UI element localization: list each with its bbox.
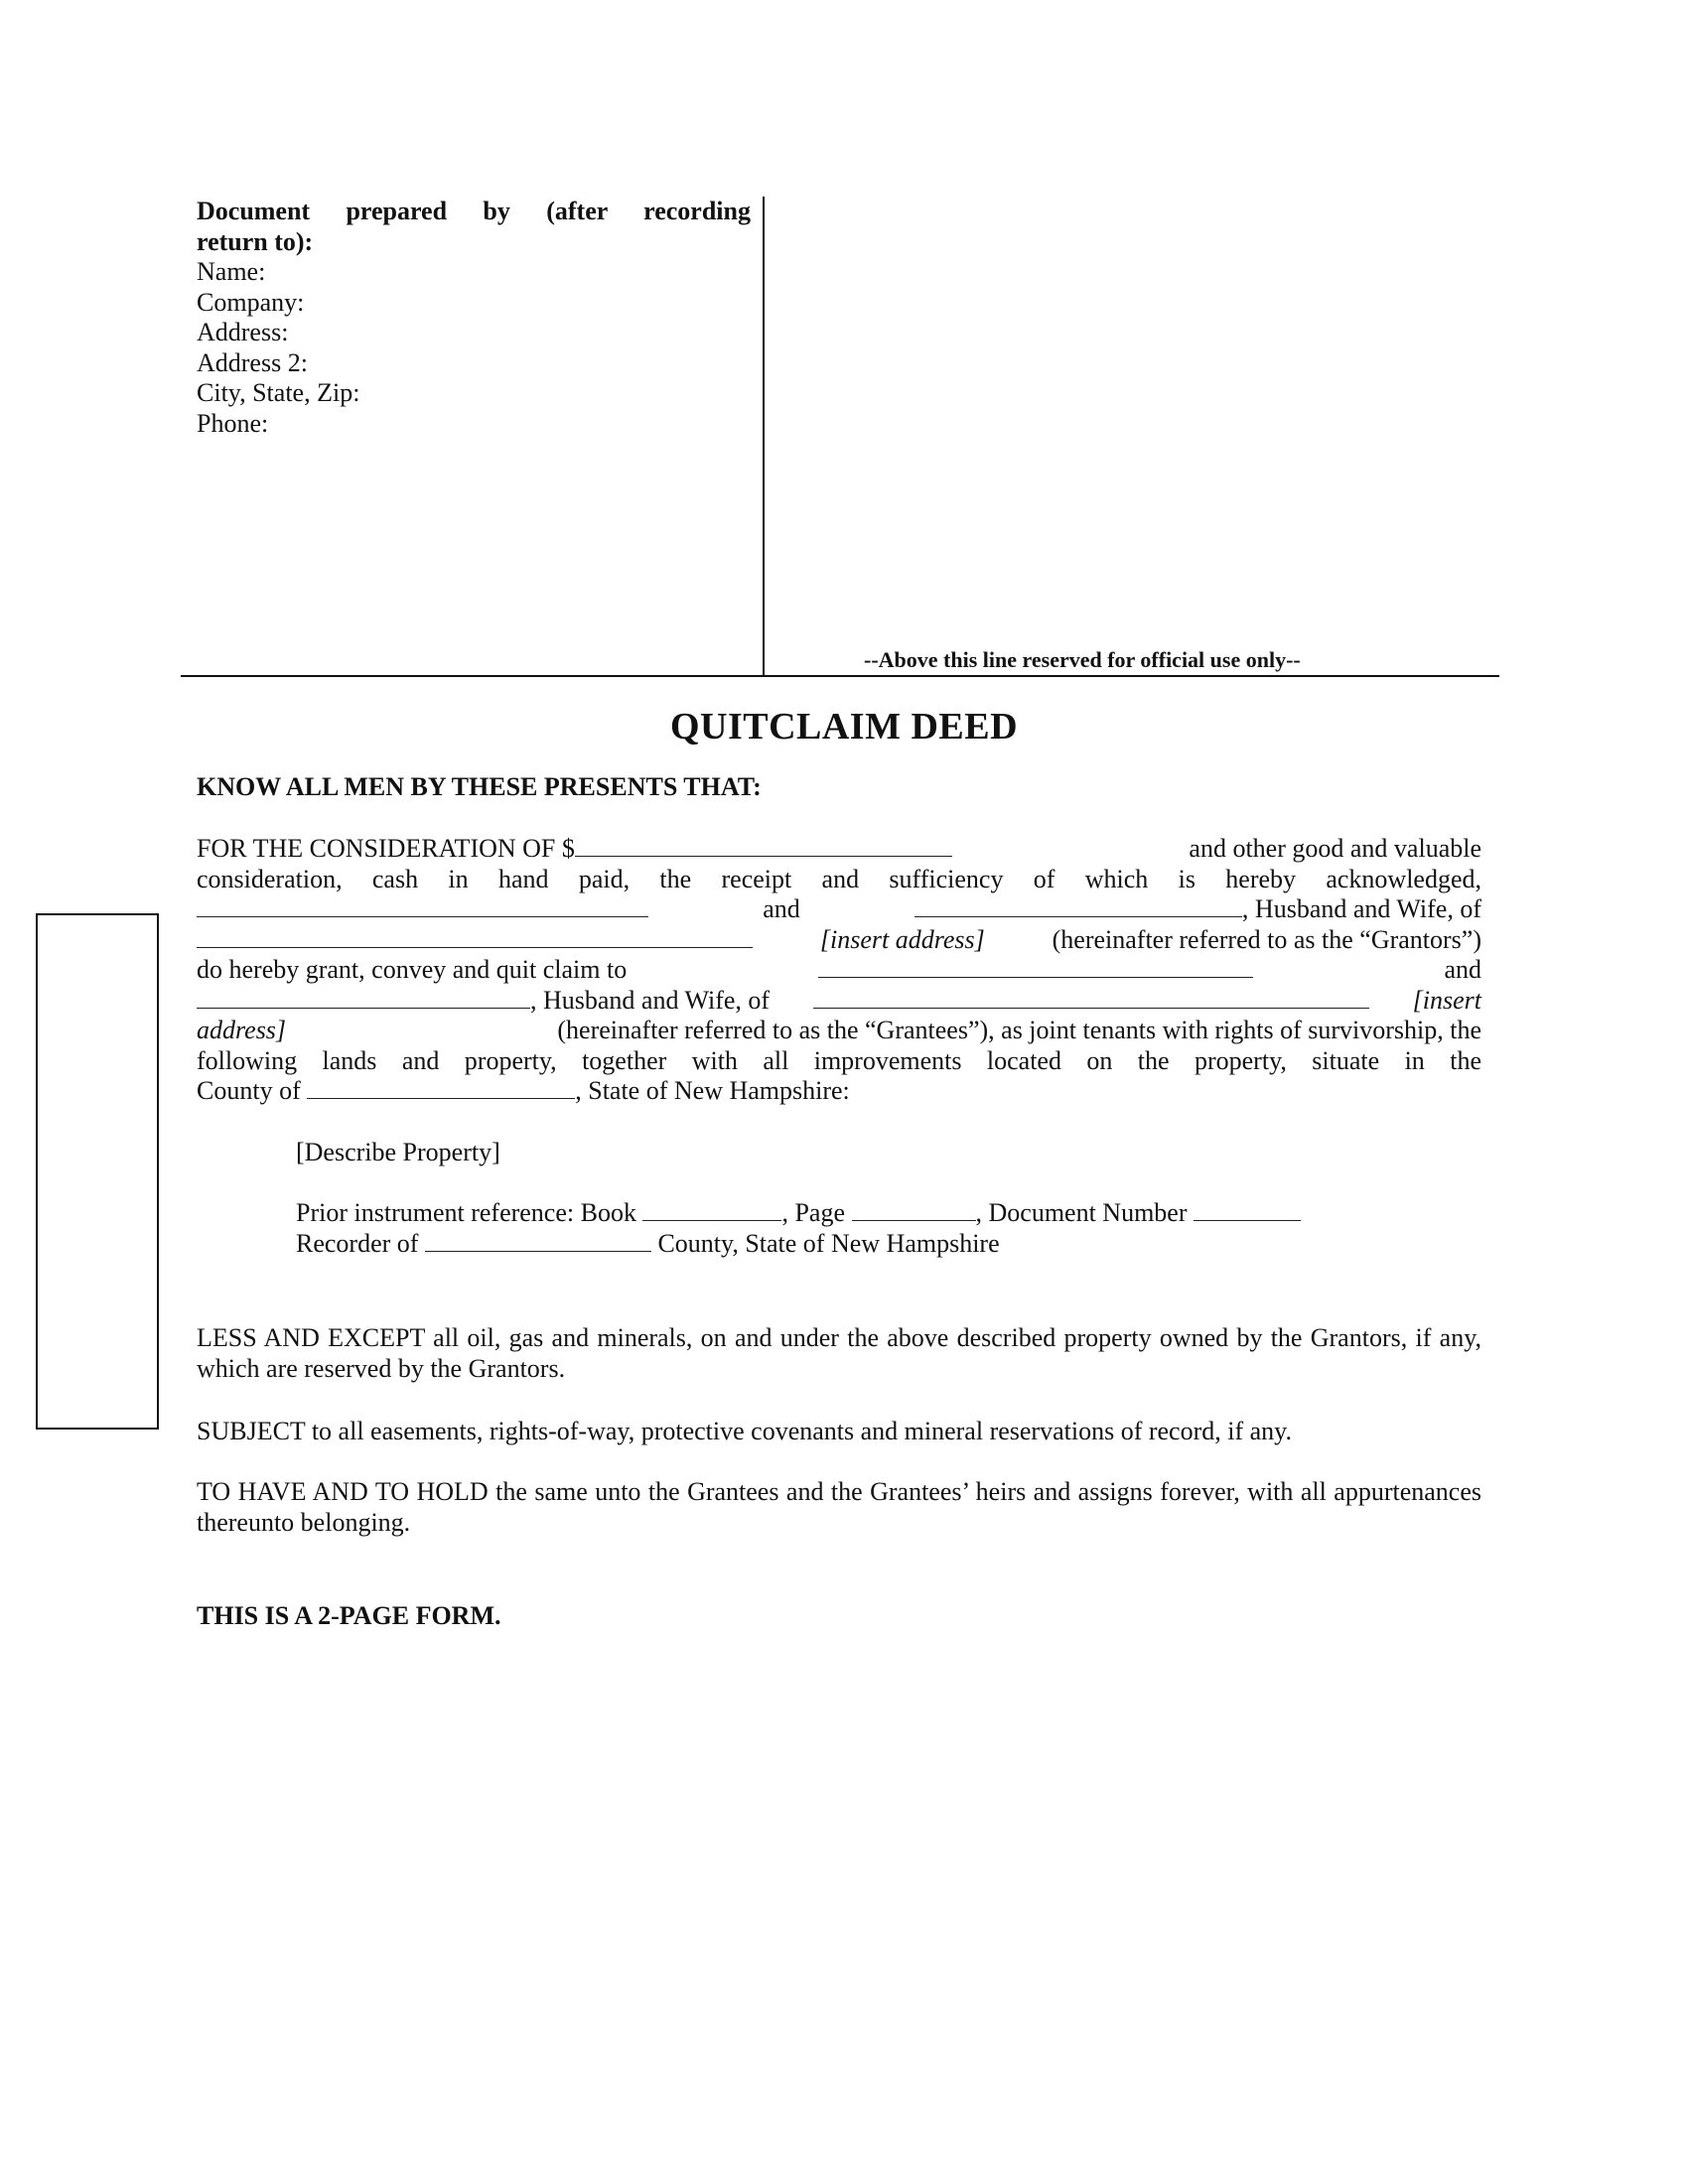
document-title: QUITCLAIM DEED <box>669 706 1019 748</box>
consideration-line-4: [insert address] (hereinafter referred to as the “Grantors”) <box>197 925 1481 956</box>
consideration-paragraph <box>197 834 1481 1107</box>
preparer-heading-continued: return to): <box>197 226 314 256</box>
book-blank[interactable] <box>642 1198 781 1221</box>
prior-instrument-reference <box>296 1198 1301 1259</box>
preparer-block <box>197 197 751 439</box>
consideration-line-3: and , Husband and Wife, of <box>197 894 1481 925</box>
grantee-2-name-blank[interactable] <box>197 986 530 1009</box>
know-all-men-heading: KNOW ALL MEN BY THESE PRESENTS THAT: <box>197 772 762 801</box>
consideration-line-9: County of , State of New Hampshire: <box>197 1076 850 1105</box>
consideration-amount-blank[interactable] <box>575 834 952 857</box>
grantors-address-blank[interactable] <box>197 925 753 948</box>
margin-box <box>36 913 159 1430</box>
to-have-and-to-hold-paragraph: TO HAVE AND TO HOLD the same unto the Grantees and the Grantees’ heirs and assigns forever, with all appurtenances thereunto belonging. <box>197 1477 1481 1537</box>
reserved-note: --Above this line reserved for official use only-- <box>864 647 1301 672</box>
document-number-blank[interactable] <box>1194 1198 1301 1221</box>
preparer-heading: Document prepared by (after recording <box>197 197 751 225</box>
preparer-field-name: Name: <box>197 257 266 286</box>
preparer-field-address-2: Address 2: <box>197 347 308 377</box>
grantees-address-blank[interactable] <box>813 986 1369 1009</box>
consideration-line-7: address] (hereinafter referred to as the “Grantees”), as joint tenants with rights of survivorship, the <box>197 1016 1481 1044</box>
consideration-line-2: consideration, cash in hand paid, the receipt and sufficiency of which is hereby acknowledged, <box>197 864 1481 893</box>
less-and-except-paragraph: LESS AND EXCEPT all oil, gas and minerals, on and under the above described property owned by the Grantors, if any, which are reserved by the Grantors. <box>197 1323 1481 1383</box>
recording-divider-line <box>181 675 1499 677</box>
prior-reference-line-1: Prior instrument reference: Book , Page , Document Number <box>296 1198 1301 1229</box>
subject-paragraph: SUBJECT to all easements, rights-of-way, protective covenants and mineral reservations of record, if any. <box>197 1417 1292 1445</box>
page-blank[interactable] <box>852 1198 976 1221</box>
vertical-divider <box>763 197 765 675</box>
grantee-1-name-blank[interactable] <box>818 955 1253 978</box>
consideration-line-1: FOR THE CONSIDERATION OF $ and other good and valuable <box>197 834 1481 863</box>
consideration-line-6: , Husband and Wife, of [insert <box>197 986 1481 1017</box>
grantor-1-name-blank[interactable] <box>197 894 648 917</box>
two-page-form-notice: THIS IS A 2-PAGE FORM. <box>197 1601 501 1630</box>
describe-property: [Describe Property] <box>296 1138 500 1166</box>
preparer-field-phone: Phone: <box>197 408 269 438</box>
grantor-2-name-blank[interactable] <box>914 894 1242 917</box>
preparer-field-city-state-zip: City, State, Zip: <box>197 378 360 407</box>
prior-reference-line-2: Recorder of County, State of New Hampshire <box>296 1228 1000 1258</box>
preparer-field-company: Company: <box>197 287 305 317</box>
recorder-county-blank[interactable] <box>425 1229 651 1252</box>
county-blank[interactable] <box>307 1076 575 1099</box>
consideration-line-5: do hereby grant, convey and quit claim to and <box>197 955 1481 984</box>
preparer-field-address: Address: <box>197 318 289 346</box>
consideration-line-8: following lands and property, together with all improvements located on the property, situate in the <box>197 1045 1481 1075</box>
